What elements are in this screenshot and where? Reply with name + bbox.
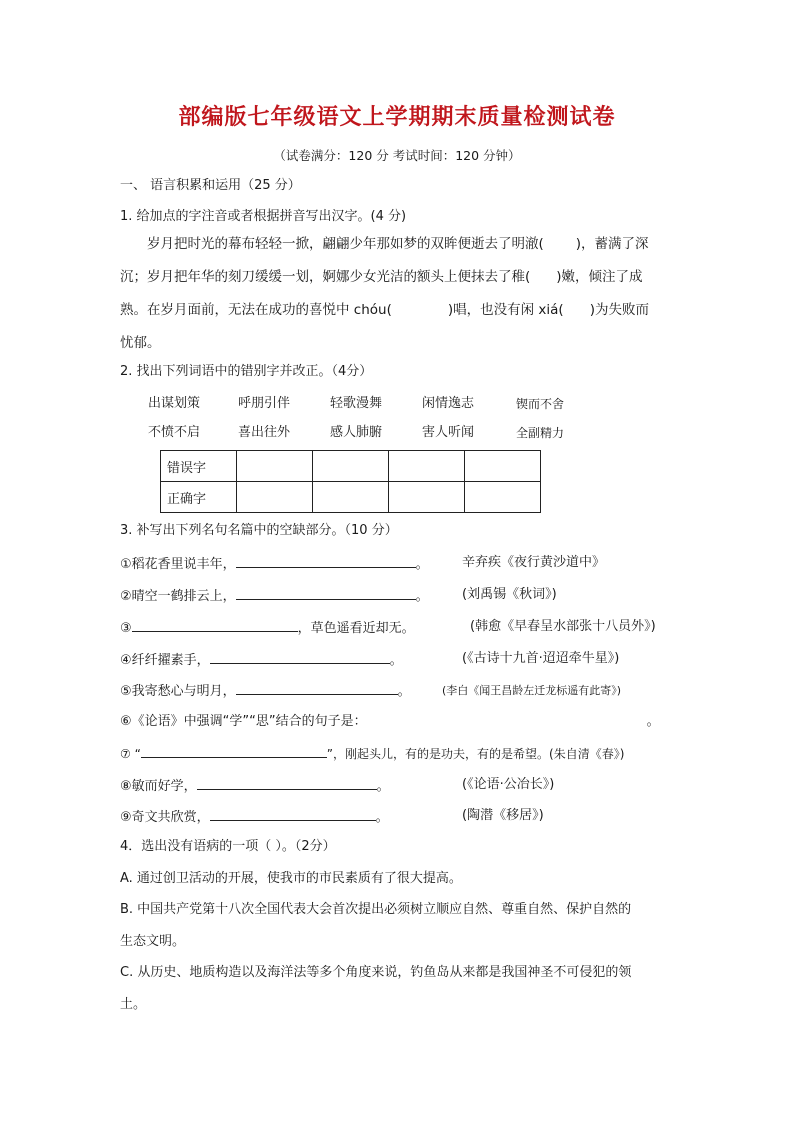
word-item: 不愤不启	[148, 425, 201, 440]
option-b[interactable]: B. 中国共产党第十八次全国代表大会首次提出必须树立顺应自然、尊重自然、保护自然的	[120, 902, 632, 917]
item-suffix: 。	[646, 714, 660, 729]
word-item: 感人肺腑	[330, 425, 383, 440]
answer-cell[interactable]	[313, 482, 389, 513]
table-header: 正确字	[161, 482, 237, 513]
item-suffix: ”，刚起头儿，有的是功夫，有的是希望。(朱自清《春》)	[326, 747, 625, 761]
question-1-passage	[120, 228, 676, 360]
passage-text: 熟。在岁月面前，无法在成功的喜悦中 chóu(	[120, 302, 392, 318]
passage-text: )嫩，倾注了成	[556, 269, 643, 285]
item-suffix: 。	[415, 557, 429, 572]
item-suffix: 。	[389, 653, 403, 668]
fill-item	[120, 649, 403, 671]
table-row	[161, 451, 541, 482]
option-a[interactable]: A. 通过创卫活动的开展，使我市的市民素质有了很大提高。	[120, 871, 462, 886]
word-item: 呼朋引伴	[238, 396, 291, 411]
exam-info: （试卷满分：120 分 考试时间：120 分钟）	[273, 148, 521, 163]
answer-blank[interactable]	[132, 617, 298, 632]
item-suffix: 。	[375, 810, 389, 825]
fill-item	[120, 712, 676, 732]
answer-cell[interactable]	[237, 482, 313, 513]
passage-text: )，蓄满了深	[575, 236, 649, 252]
answer-blank[interactable]	[210, 649, 390, 664]
word-item: 全副精力	[516, 426, 565, 440]
item-suffix: 。	[397, 684, 411, 699]
item-prefix: ⑥《论语》中强调“学”“思”结合的句子是：	[120, 714, 367, 729]
answer-cell[interactable]	[389, 482, 465, 513]
answer-cell[interactable]	[237, 451, 313, 482]
option-b-continued: 生态文明。	[120, 934, 186, 949]
word-item: 锲而不舍	[516, 397, 565, 411]
option-c-continued: 土。	[120, 997, 147, 1012]
question-4-prompt: 4．选出没有语病的一项（ ）。（2分）	[120, 839, 336, 854]
answer-cell[interactable]	[465, 451, 541, 482]
answer-cell[interactable]	[465, 482, 541, 513]
fill-item	[120, 743, 624, 764]
passage-text: 岁月把时光的幕布轻轻一掀，翩翩少年那如梦的双眸便逝去了明澈(	[147, 236, 544, 252]
item-prefix: ⑦ “	[120, 747, 141, 761]
passage-text: 沉；岁月把年华的刻刀缓缓一划，婀娜少女光洁的额头上便抹去了稚(	[120, 269, 531, 285]
fill-item	[120, 617, 415, 639]
item-suffix: ，草色遥看近却无。	[297, 621, 415, 636]
word-item: 闲情逸志	[422, 396, 475, 411]
word-item: 喜出往外	[238, 425, 291, 440]
item-source: 辛弃疾《夜行黄沙道中》	[462, 555, 606, 570]
answer-blank[interactable]	[236, 680, 398, 695]
question-2-prompt: 2. 找出下列词语中的错别字并改正。（4分）	[120, 364, 373, 379]
item-prefix: ⑧敏而好学，	[120, 779, 197, 794]
item-source: (陶潜《移居》)	[462, 808, 544, 823]
correction-table	[160, 450, 541, 513]
word-item: 出谋划策	[148, 396, 201, 411]
answer-blank[interactable]	[210, 806, 376, 821]
item-source: (《古诗十九首·迢迢牵牛星》)	[462, 651, 620, 666]
item-prefix: ⑨奇文共欣赏，	[120, 810, 210, 825]
passage-text: 忧郁。	[120, 335, 161, 351]
answer-blank[interactable]	[197, 775, 377, 790]
fill-item	[120, 775, 390, 797]
item-source: (《论语·公冶长》)	[462, 777, 555, 792]
answer-blank[interactable]	[236, 553, 416, 568]
answer-blank[interactable]	[141, 743, 327, 758]
section-heading: 一、 语言积累和运用（25 分）	[120, 178, 301, 193]
fill-item	[120, 553, 429, 575]
item-prefix: ②晴空一鹤排云上，	[120, 589, 236, 604]
fill-item	[120, 585, 429, 607]
word-item: 害人听闻	[422, 425, 475, 440]
item-prefix: ④纤纤擢素手，	[120, 653, 210, 668]
option-c[interactable]: C. 从历史、地质构造以及海洋法等多个角度来说，钓鱼岛从来都是我国神圣不可侵犯的领	[120, 965, 632, 980]
passage-text: )唱，也没有闲 xiá(	[447, 302, 564, 318]
word-item: 轻歌漫舞	[330, 396, 383, 411]
item-prefix: ①稻花香里说丰年，	[120, 557, 236, 572]
fill-item	[120, 680, 411, 702]
item-prefix: ⑤我寄愁心与明月，	[120, 684, 236, 699]
table-row	[161, 482, 541, 513]
item-source: (李白《闻王昌龄左迁龙标遥有此寄》)	[442, 684, 622, 697]
answer-blank[interactable]	[236, 585, 416, 600]
passage-text: )为失败而	[589, 302, 649, 318]
item-source: (韩愈《早春呈水部张十八员外》)	[470, 619, 656, 634]
item-source: (刘禹锡《秋词》)	[462, 587, 557, 602]
item-suffix: 。	[415, 589, 429, 604]
item-suffix: 。	[376, 779, 390, 794]
fill-item	[120, 806, 389, 828]
answer-cell[interactable]	[389, 451, 465, 482]
question-3-prompt: 3. 补写出下列名句名篇中的空缺部分。（10 分）	[120, 523, 398, 538]
answer-cell[interactable]	[313, 451, 389, 482]
question-1-prompt: 1. 给加点的字注音或者根据拼音写出汉字。(4 分)	[120, 209, 407, 224]
table-header: 错误字	[161, 451, 237, 482]
page-title: 部编版七年级语文上学期期末质量检测试卷	[178, 104, 616, 130]
item-prefix: ③	[120, 621, 132, 636]
